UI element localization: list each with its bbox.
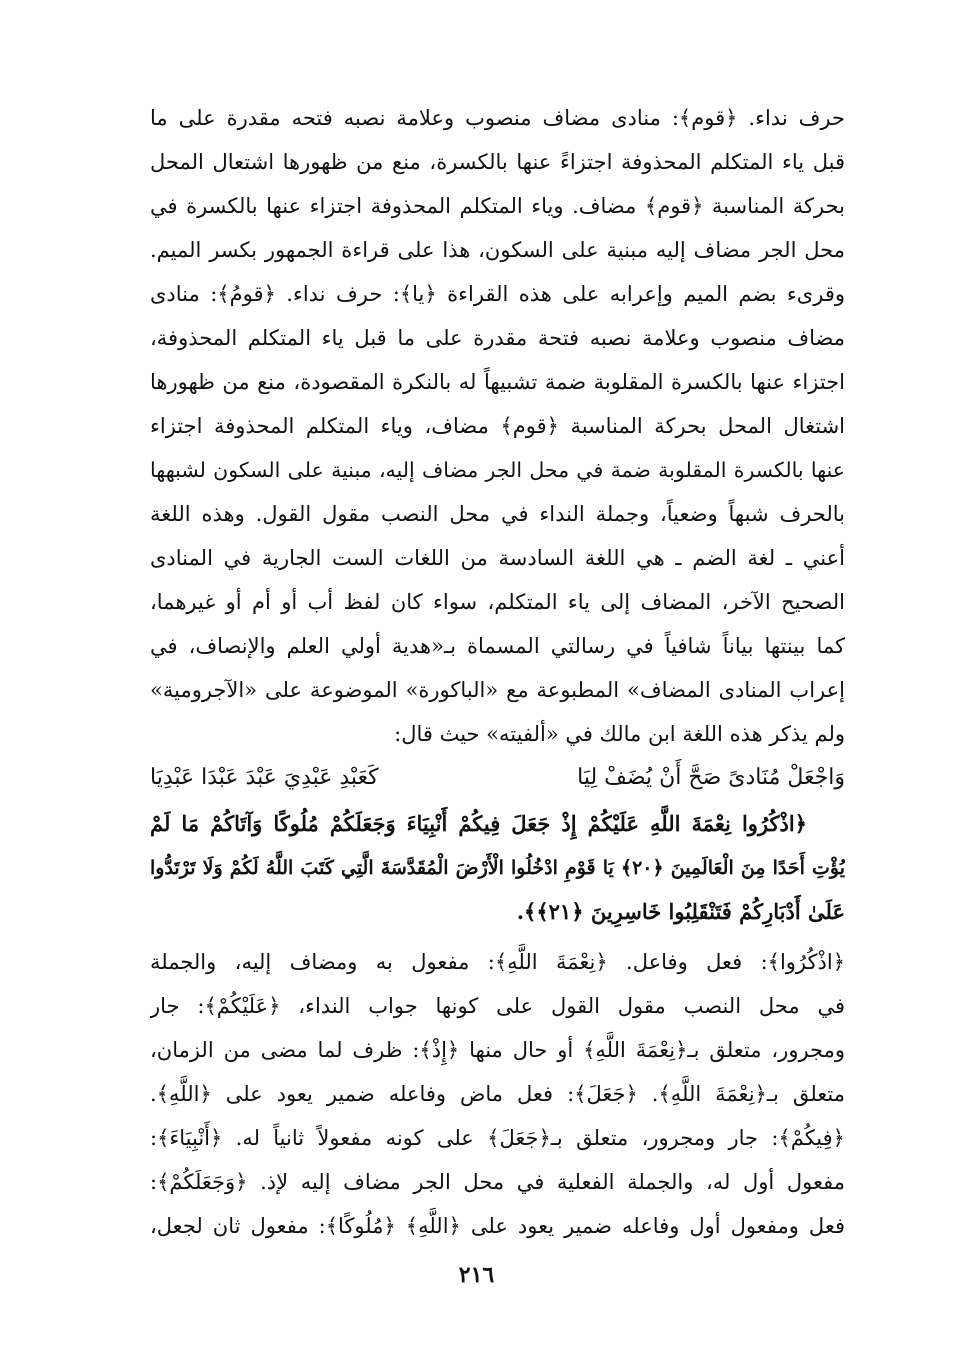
verse-hemistich-first: وَاجْعَلْ مُنَادىً صَحَّ أَنْ يُضَفْ لِيَا <box>577 765 845 790</box>
text-line: وقرىء بضم الميم وإعرابه على هذه القراءة ﴿يا﴾: حرف نداء. ﴿قومُ﴾: منادى <box>150 282 845 306</box>
text-line: ﴿اذْكُرُوا﴾: فعل وفاعل. ﴿نِعْمَةَ اللَّهِ﴾: مفعول به ومضاف إليه، والجملة <box>150 950 845 974</box>
text-line: في محل النصب مقول القول على كونها جواب النداء، ﴿عَلَيْكُمْ﴾: جار <box>150 994 845 1018</box>
text-line: ولم يذكر هذه اللغة ابن مالك في «ألفيته» حيث قال: <box>394 722 845 746</box>
commentary-paragraph-2 <box>150 940 845 1248</box>
verse-hemistich-second: كَعَبْدِ عَبْدِيَ عَبْدَ عَبْدَا عَبْدِيَا <box>150 765 379 790</box>
text-line: مضاف منصوب وعلامة نصبه فتحة مقدرة على ما قبل ياء المتكلم المحذوفة، <box>150 326 845 350</box>
text-line: إعراب المنادى المضاف» المطبوعة مع «الباكورة» الموضوعة على «الآجرومية» <box>150 678 845 702</box>
text-line: الصحيح الآخر، المضاف إلى ياء المتكلم، سواء كان لفظ أب أو أم أو غيرهما، <box>150 590 845 614</box>
text-line: بالحرف شبهاً وضعياً، وجملة النداء في محل النصب مقول القول. وهذه اللغة <box>150 502 845 526</box>
text-line: بحركة المناسبة ﴿قوم﴾ مضاف. وياء المتكلم المحذوفة اجتزاء عنها بالكسرة في <box>150 194 845 218</box>
quran-verse-block <box>150 802 845 934</box>
text-line: متعلق بـ﴿نِعْمَةَ اللَّهِ﴾. ﴿جَعَلَ﴾: فعل ماض وفاعله ضمير يعود على ﴿اللَّهِ﴾. <box>150 1082 845 1106</box>
text-line: كما بينتها بياناً شافياً في رسالتي المسماة بـ«هدية أولي العلم والإنصاف، في <box>150 634 845 658</box>
text-line: اجتزاء عنها بالكسرة المقلوبة ضمة تشبيهاً له بالنكرة المقصودة، منع من ظهورها <box>150 370 845 394</box>
quran-line: عَلَىٰ أَدْبَارِكُمْ فَتَنْقَلِبُوا خَاسِرِينَ ﴿٢١﴾﴾. <box>516 899 845 924</box>
text-line: أعني ـ لغة الضم ـ هي اللغة السادسة من اللغات الست الجارية في المنادى <box>150 546 845 570</box>
text-line: فعل ومفعول أول وفاعله ضمير يعود على ﴿اللَّهِ﴾ ﴿مُلُوكًا﴾: مفعول ثان لجعل، <box>150 1214 845 1238</box>
quran-line: ﴿اذْكُرُوا نِعْمَةَ اللَّهِ عَلَيْكُمْ إِذْ جَعَلَ فِيكُمْ أَنْبِيَاءَ وَجَعَلَكُمْ مُلُوكًا وَآتَاكُمْ مَا لَمْ <box>150 811 807 836</box>
text-line: اشتغال المحل بحركة المناسبة ﴿قوم﴾ مضاف، وياء المتكلم المحذوفة اجتزاء <box>150 414 845 438</box>
quran-line: يُؤْتِ أَحَدًا مِنَ الْعَالَمِينَ ﴿٢٠﴾ يَا قَوْمِ ادْخُلُوا الْأَرْضَ الْمُقَدَّسَةَ الَّتِي كَتَبَ اللَّهُ لَكُمْ وَلَا تَرْتَدُّوا <box>150 857 845 879</box>
text-line: مفعول أول له، والجملة الفعلية في محل الجر مضاف إليه لإذ. ﴿وَجَعَلَكُمْ﴾: <box>150 1170 845 1194</box>
text-line: ومجرور، متعلق بـ﴿نِعْمَةَ اللَّهِ﴾ أو حال منها ﴿إِذْ﴾: ظرف لما مضى من الزمان، <box>150 1038 845 1062</box>
page-number: ٢١٦ <box>458 1262 495 1288</box>
text-line: ﴿فِيكُمْ﴾: جار ومجرور، متعلق بـ﴿جَعَلَ﴾ على كونه مفعولاً ثانياً له. ﴿أَنْبِيَاءَ﴾: <box>150 1126 845 1150</box>
poetry-verse <box>150 756 845 800</box>
commentary-paragraph-1 <box>150 96 845 756</box>
text-line: عنها بالكسرة المقلوبة ضمة في محل الجر مضاف إليه، مبنية على السكون لشبهها <box>150 458 845 482</box>
text-line: حرف نداء. ﴿قوم﴾: منادى مضاف منصوب وعلامة نصبه فتحه مقدرة على ما <box>150 106 845 130</box>
text-line: محل الجر مضاف إليه مبنية على السكون، هذا على قراءة الجمهور بكسر الميم. <box>150 238 845 262</box>
text-line: قبل ياء المتكلم المحذوفة اجتزاءً عنها بالكسرة، منع من ظهورها اشتعال المحل <box>150 150 845 174</box>
